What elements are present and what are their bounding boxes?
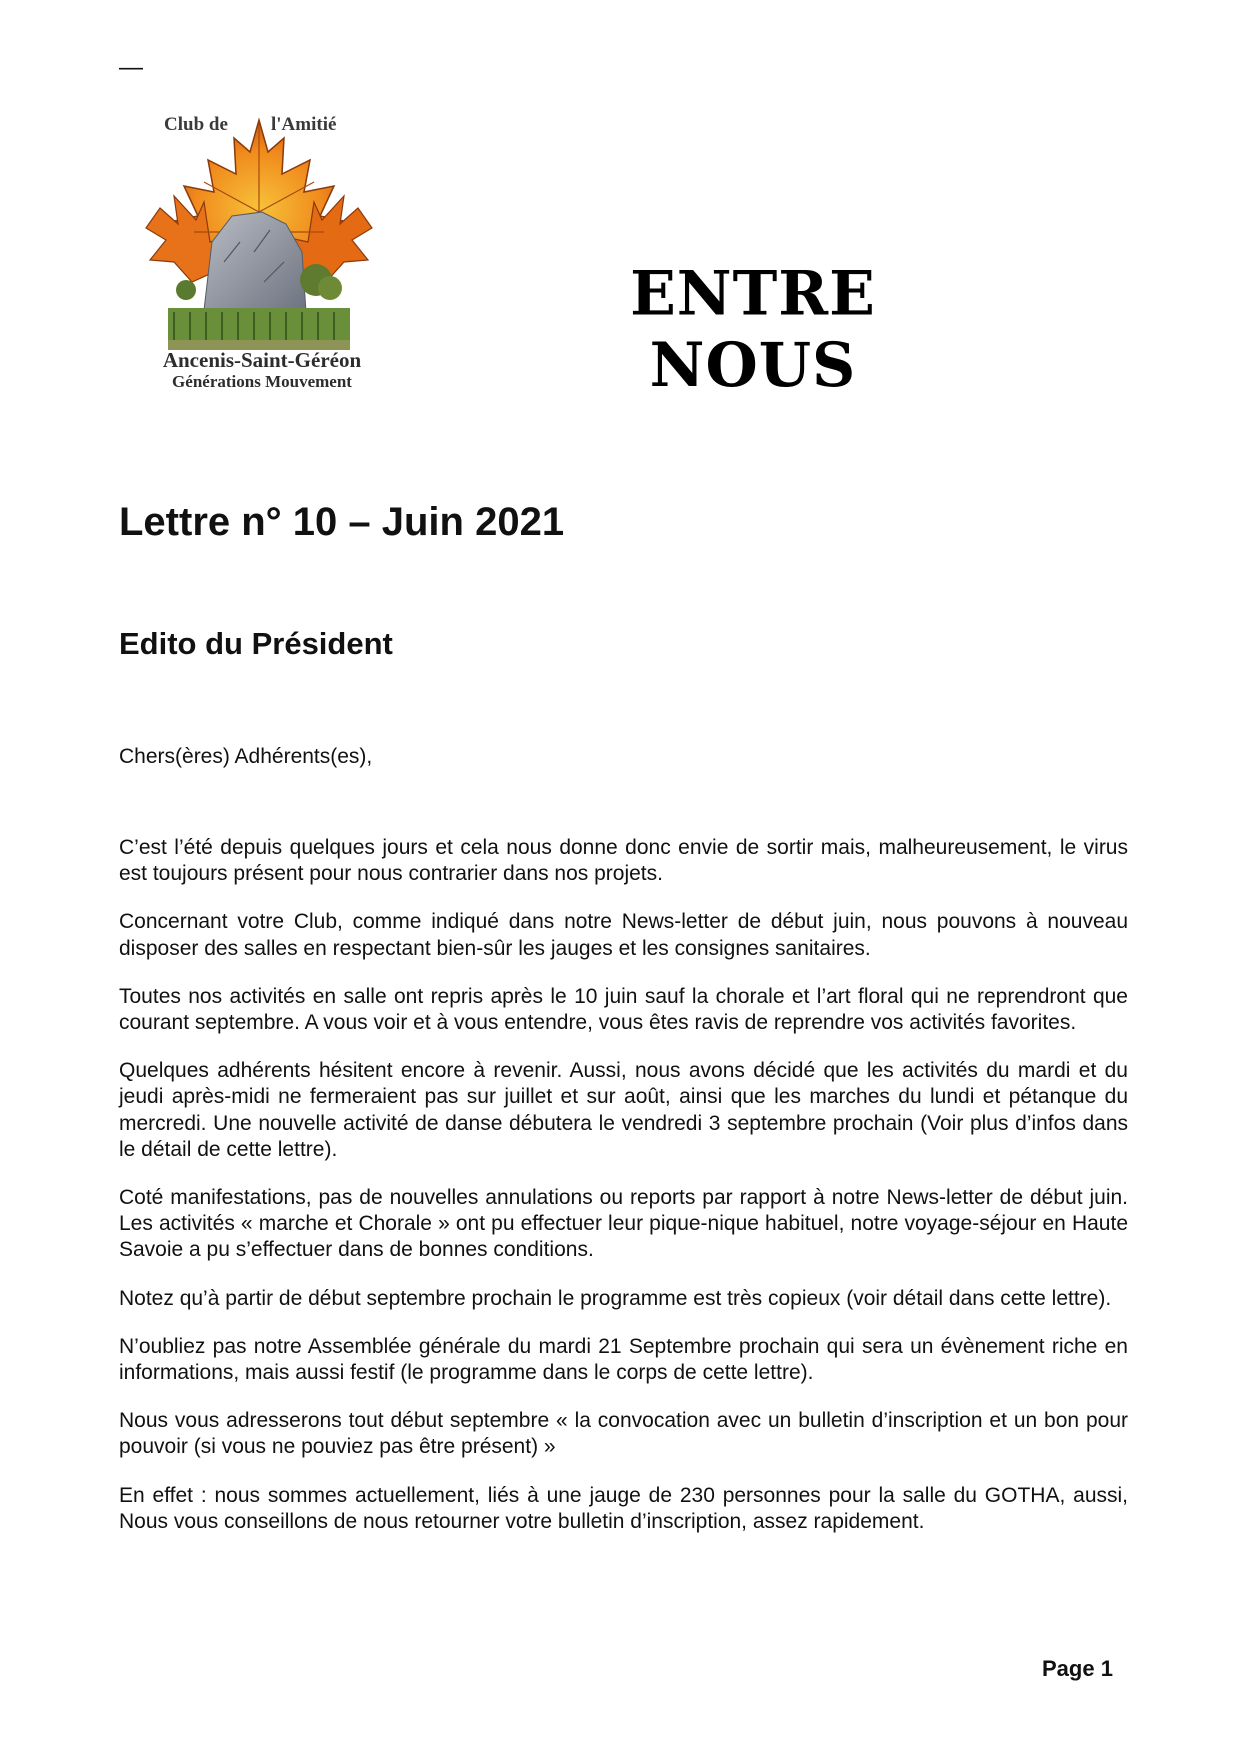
paragraph: Notez qu’à partir de début septembre prochain le programme est très copieux (voir détail dans cette lettre). bbox=[119, 1286, 1112, 1310]
logo-text-top-left: Club de bbox=[164, 114, 228, 135]
greeting: Chers(ères) Adhérents(es), bbox=[119, 745, 373, 768]
logo-text-network: Générations Mouvement bbox=[172, 372, 352, 391]
header-dash: — bbox=[119, 54, 143, 81]
paragraph: En effet : nous sommes actuellement, liés à une jauge de 230 personnes pour la salle du GOTHA, aussi, Nous vous conseillons de nous retourner votre bulletin d’inscription, assez rapidement. bbox=[119, 1483, 1128, 1533]
logo-text-location: Ancenis-Saint-Géréon bbox=[162, 348, 362, 372]
paragraph: N’oubliez pas notre Assemblée générale du mardi 21 Septembre prochain qui sera un évènement riche en informations, mais aussi festif (le programme dans le corps de cette lettre). bbox=[119, 1334, 1128, 1385]
letter-title: Lettre n° 10 – Juin 2021 bbox=[119, 500, 565, 544]
paragraph: C’est l’été depuis quelques jours et cela nous donne donc envie de sortir mais, malheureusement, le virus est toujours présent pour nous contrarier dans nos projets. bbox=[119, 836, 1128, 886]
newsletter-brand-title: ENTRE NOUS bbox=[630, 258, 876, 402]
paragraph: Nous vous adresserons tout début septembre « la convocation avec un bulletin d’inscription et un bon pour pouvoir (si vous ne pouviez pas être présent) » bbox=[119, 1409, 1128, 1459]
club-logo bbox=[132, 108, 392, 400]
paragraph: Concernant votre Club, comme indiqué dans notre News-letter de début juin, nous pouvons à nouveau disposer des salles en respectant bien-sûr les jauges et les consignes sanitaires. bbox=[119, 910, 1128, 960]
page-number: Page 1 bbox=[1042, 1656, 1113, 1681]
paragraph: Coté manifestations, pas de nouvelles annulations ou reports par rapport à notre News-letter de début juin. Les activités « marche et Chorale » ont pu effectuer leur pique-nique habituel, notre voyage-séjour en Haute Savoie a pu s’effectuer dans de bonnes conditions. bbox=[119, 1186, 1128, 1262]
paragraph: Toutes nos activités en salle ont repris après le 10 juin sauf la chorale et l’art floral qui ne reprendront que courant septembre. A vous voir et à vous entendre, vous êtes ravis de reprendre vos activités favorites. bbox=[119, 984, 1128, 1035]
edito-body bbox=[119, 835, 1128, 1557]
maple-leaf-icon bbox=[144, 112, 374, 356]
section-title: Edito du Président bbox=[119, 626, 393, 661]
logo-text-top-right: l'Amitié bbox=[271, 114, 337, 135]
paragraph: Quelques adhérents hésitent encore à revenir. Aussi, nous avons décidé que les activités du mardi et du jeudi après-midi ne fermeraient pas sur juillet et sur août, ainsi que les marches du lundi et pétanque du mercredi. Une nouvelle activité de danse débutera le vendredi 3 septembre prochain (Voir plus d’infos dans le détail de cette lettre). bbox=[119, 1059, 1128, 1161]
